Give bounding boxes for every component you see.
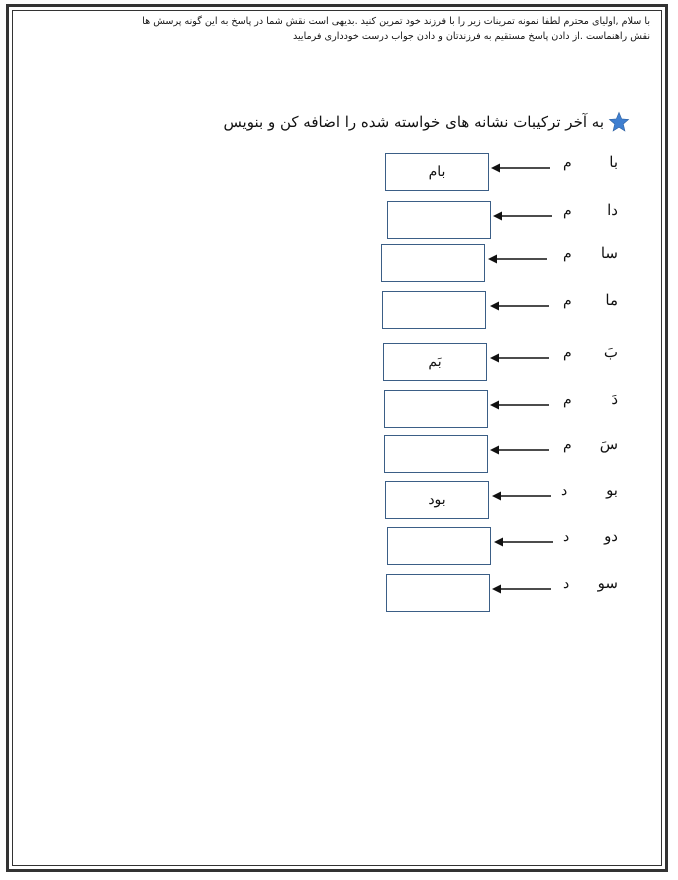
row-syllable: دا: [607, 201, 618, 219]
answer-box[interactable]: [384, 390, 488, 428]
row-suffix: م: [563, 203, 572, 219]
left-arrow-icon: [492, 489, 552, 503]
parent-notice-line-2: نقش راهنماست .از دادن پاسخ مستقیم به فرزندتان و دادن جواب درست خودداری فرمایید: [292, 31, 650, 42]
parent-notice-line-1: با سلام ,اولیای محترم لطفا نمونه تمرینات زیر را با فرزند خود تمرین کنید .بدیهی است نقش شما در پاسخ به این گونه پرسش ها: [142, 16, 650, 27]
exercise-row: [0, 343, 678, 381]
instruction-text: به آخر ترکیبات نشانه های خواسته شده را اضافه کن و بنویس: [223, 113, 604, 131]
row-syllable: بو: [606, 481, 618, 499]
row-syllable: دو: [604, 527, 618, 545]
left-arrow-icon: [490, 351, 550, 365]
row-suffix: د: [563, 576, 570, 592]
exercise-row: [0, 435, 678, 473]
answer-box[interactable]: بود: [385, 481, 489, 519]
exercise-row: [0, 291, 678, 329]
exercise-instruction: [223, 111, 630, 133]
row-suffix: م: [563, 246, 572, 262]
row-suffix: م: [563, 392, 572, 408]
left-arrow-icon: [494, 535, 554, 549]
exercise-row: [0, 201, 678, 239]
left-arrow-icon: [492, 582, 552, 596]
exercise-row: [0, 574, 678, 612]
left-arrow-icon: [490, 398, 550, 412]
exercise-row: [0, 244, 678, 282]
row-suffix: م: [563, 293, 572, 309]
exercise-row: [0, 153, 678, 191]
row-suffix: م: [563, 437, 572, 453]
row-suffix: م: [563, 155, 572, 171]
row-syllable: دَ: [611, 390, 618, 408]
row-syllable: سا: [600, 244, 618, 262]
row-suffix: م: [563, 345, 572, 361]
answer-box[interactable]: [387, 527, 491, 565]
row-suffix: د: [563, 529, 570, 545]
exercise-row: [0, 390, 678, 428]
star-icon: [608, 111, 630, 133]
answer-box[interactable]: [387, 201, 491, 239]
answer-box[interactable]: بام: [385, 153, 489, 191]
row-syllable: سَ: [599, 435, 618, 453]
left-arrow-icon: [493, 209, 553, 223]
left-arrow-icon: [491, 161, 551, 175]
left-arrow-icon: [488, 252, 548, 266]
row-syllable: بَ: [603, 343, 618, 361]
row-syllable: با: [609, 153, 618, 171]
row-suffix: د: [561, 483, 568, 499]
row-syllable: سو: [597, 574, 618, 592]
answer-box[interactable]: [384, 435, 488, 473]
exercise-row: [0, 481, 678, 519]
answer-box[interactable]: [381, 244, 485, 282]
parent-notice: [60, 14, 650, 44]
left-arrow-icon: [490, 443, 550, 457]
answer-box[interactable]: [386, 574, 490, 612]
row-syllable: ما: [605, 291, 618, 309]
answer-box[interactable]: [382, 291, 486, 329]
exercise-row: [0, 527, 678, 565]
left-arrow-icon: [490, 299, 550, 313]
answer-box[interactable]: بَم: [383, 343, 487, 381]
